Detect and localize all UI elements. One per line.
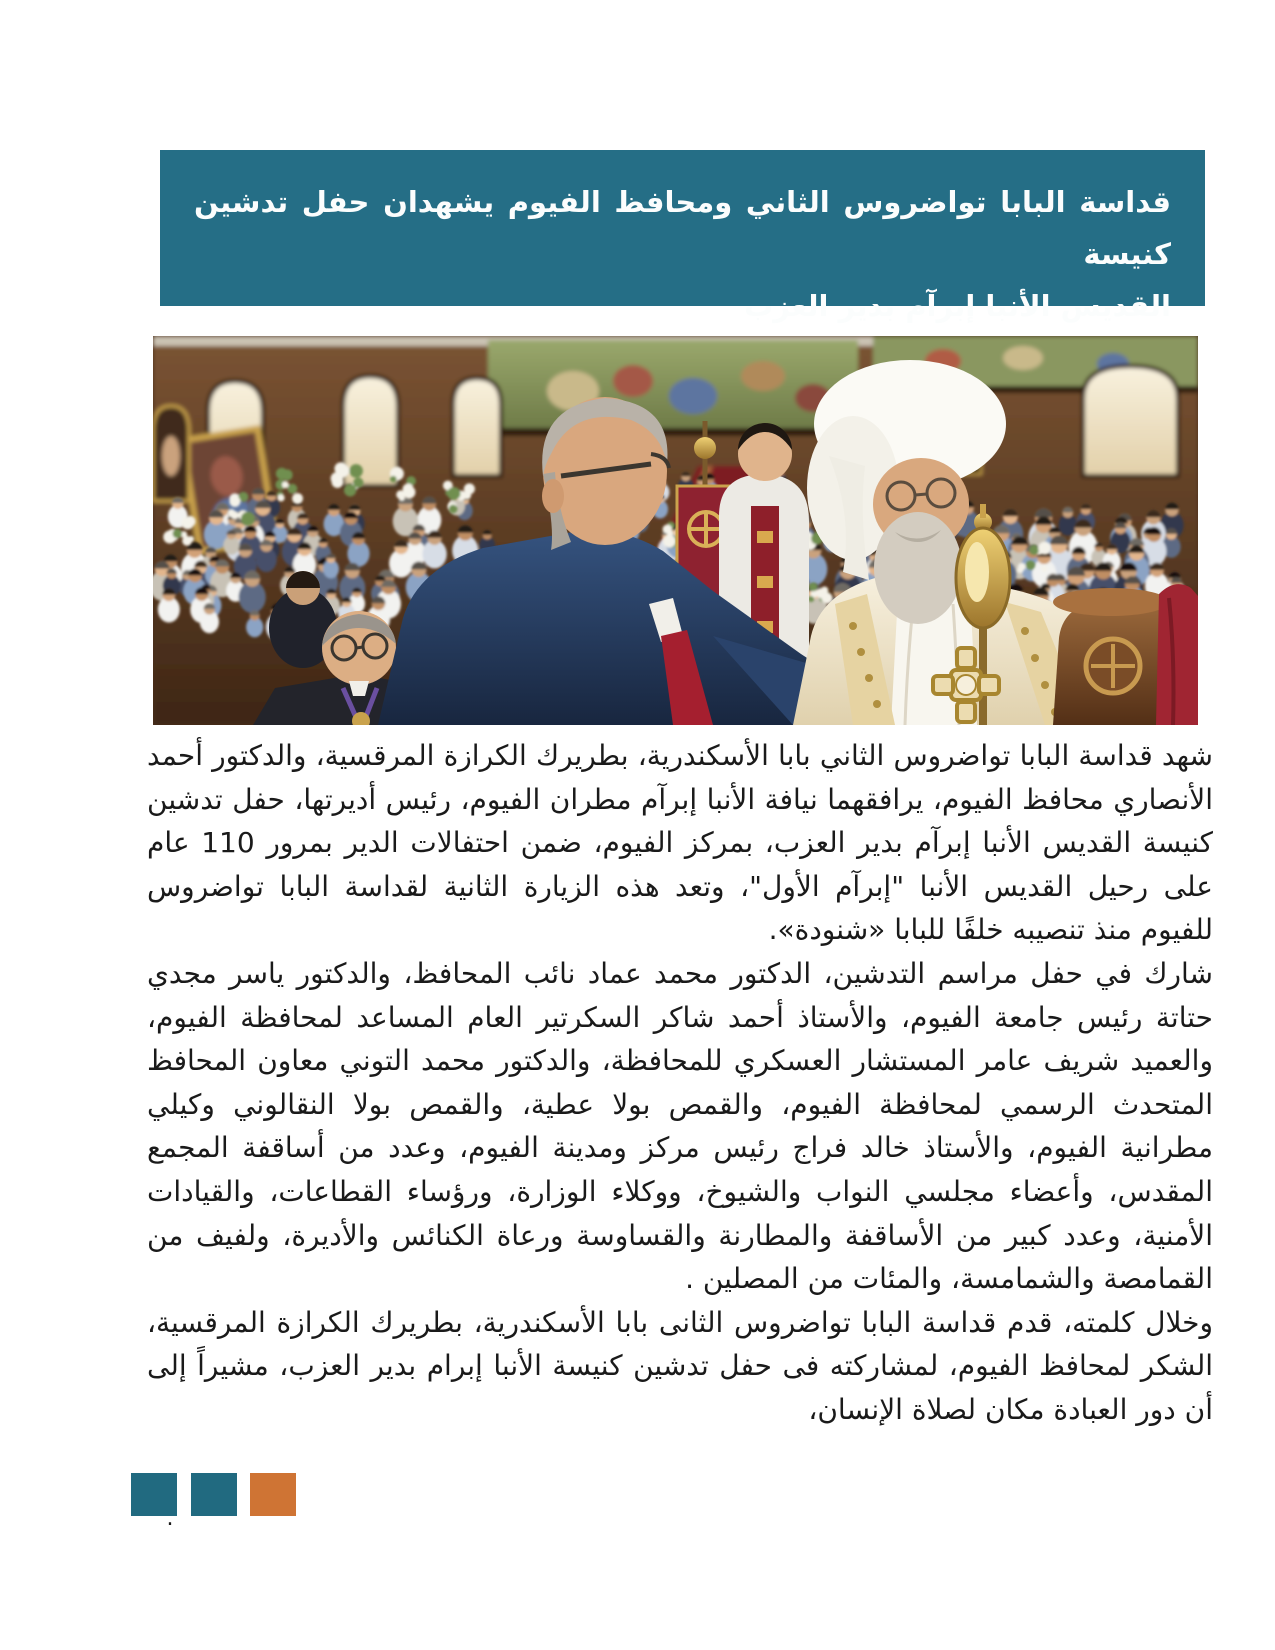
wooden-pulpit	[1053, 584, 1198, 725]
page-title-line2: القديس الأنبا إبرآم بدير العزب	[744, 289, 1171, 323]
article-body	[147, 734, 1213, 1432]
article-paragraph: شارك في حفل مراسم التدشين، الدكتور محمد عماد نائب المحافظ، والدكتور ياسر مجدي حتاتة رئيس جامعة الفيوم، والأستاذ أحمد شاكر السكرتير العام المساعد لمحافظة الفيوم، والعميد شريف عامر المستشار العسكري للمحافظة، والدكتور محمد التوني معاون المحافظ المتحدث الرسمي لمحافظة الفيوم، والقمص بولا عطية، والقمص بولا النقالوني وكيلي مطرانية الفيوم، والأستاذ خالد فراج رئيس مركز ومدينة الفيوم، وعدد من أساقفة المجمع المقدس، وأعضاء مجلسي النواب والشيوخ، ووكلاء الوزارة، ورؤساء القطاعات، والقيادات الأمنية، وعدد كبير من الأساقفة والمطارنة والقساوسة ورعاة الكنائس والأديرة، ولفيف من القمامصة والشمامسة، والمئات من المصلين .	[147, 956, 1213, 1296]
title-banner	[160, 150, 1205, 323]
article-paragraph: وخلال كلمته، قدم قداسة البابا تواضروس الثانى بابا الأسكندرية، بطريرك الكرازة المرقسية، الشكر لمحافظ الفيوم، لمشاركته فى حفل تدشين كنيسة الأنبا إبرام بدير العزب، مشيراً إلى أن دور العبادة مكان لصلاة الإنسان،	[147, 1305, 1213, 1426]
article-photo	[153, 336, 1198, 725]
trailing-period: .	[166, 1506, 174, 1531]
footer-square-orange	[250, 1473, 296, 1516]
page-title-line1: قداسة البابا تواضروس الثاني ومحافظ الفيوم يشهدان حفل تدشين كنيسة	[194, 185, 1171, 271]
footer-square-teal-2	[191, 1473, 237, 1516]
article-paragraph: شهد قداسة البابا تواضروس الثاني بابا الأسكندرية، بطريرك الكرازة المرقسية، والدكتور أحمد الأنصاري محافظ الفيوم، يرافقهما نيافة الأنبا إبرآم مطران الفيوم، رئيس أديرتها، حفل تدشين كنيسة القديس الأنبا إبرآم بدير العزب، بمركز الفيوم، ضمن احتفالات الدير بمرور 110 عام على رحيل القديس الأنبا "إبرآم الأول"، وتعد هذه الزيارة الثانية لقداسة البابا تواضروس للفيوم منذ تنصيبه خلفًا للبابا «شنودة».	[147, 739, 1213, 947]
